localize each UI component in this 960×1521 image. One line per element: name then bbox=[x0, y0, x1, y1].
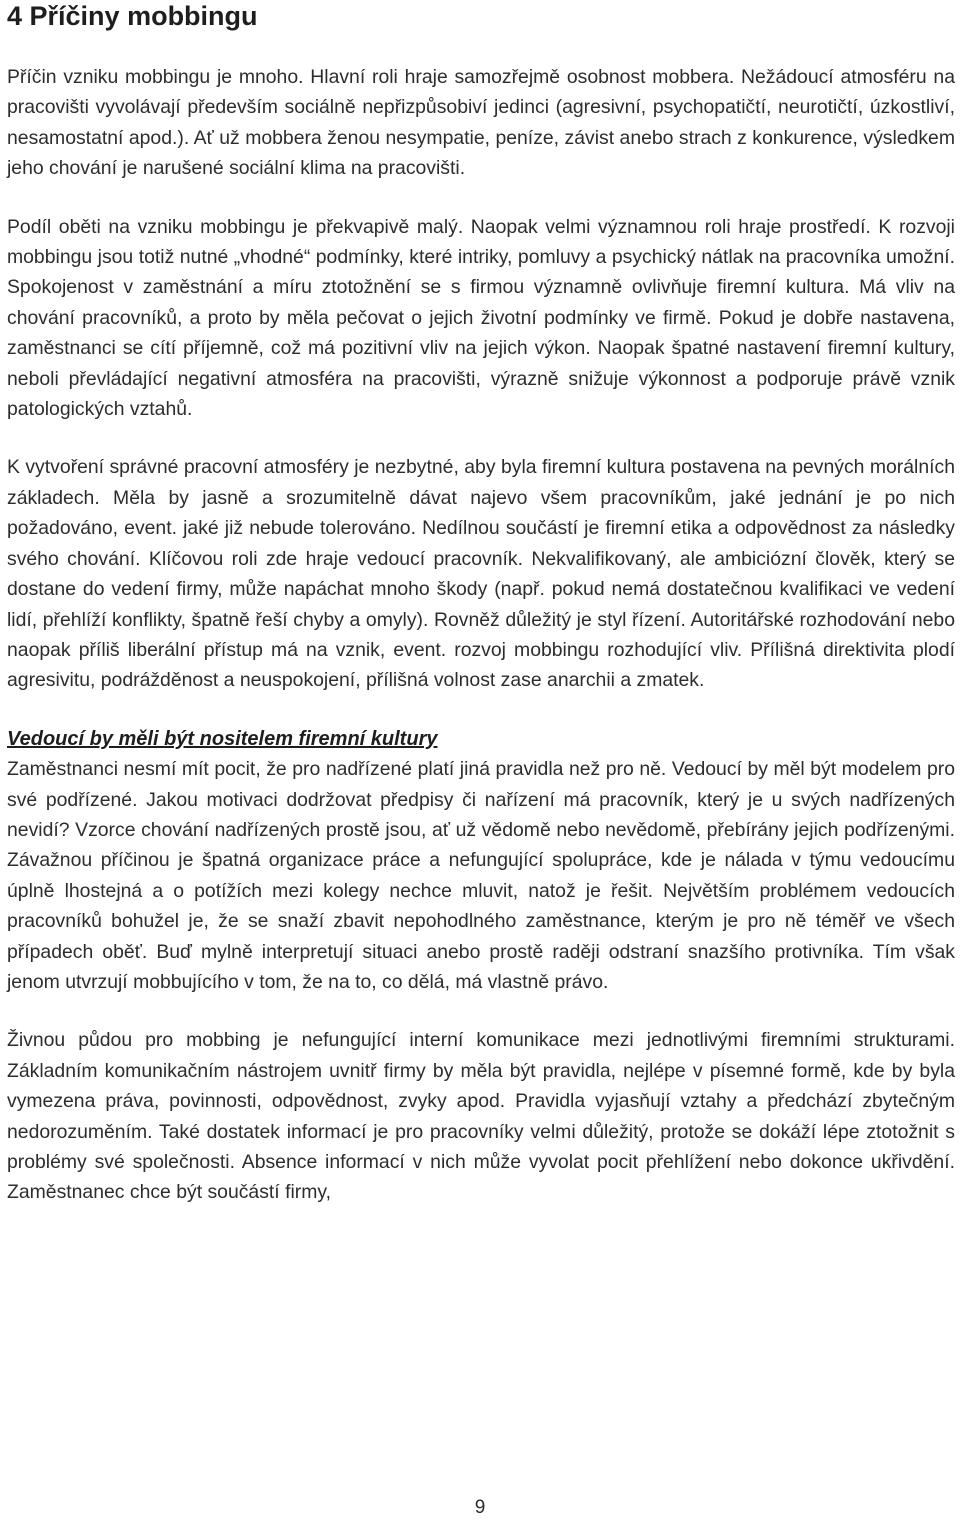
document-page bbox=[7, 0, 955, 1208]
paragraph-causes-intro: Příčin vzniku mobbingu je mnoho. Hlavní roli hraje samozřejmě osobnost mobbera. Nežádoucí atmosféru na pracovišti vyvolávají především sociálně nepřizpůsobiví jedinci (agresivní, psychopatičtí, neurotičtí, úzkostliví, nesamostatní apod.). Ať už mobbera ženou nesympatie, peníze, závist anebo strach z konkurence, výsledkem jeho chování je narušené sociální klima na pracovišti. bbox=[7, 66, 955, 180]
page-number: 9 bbox=[474, 1497, 486, 1518]
paragraph-victim-environment: Podíl oběti na vzniku mobbingu je překvapivě malý. Naopak velmi významnou roli hraje prostředí. K rozvoji mobbingu jsou totiž nutné „vhodné“ podmínky, které intriky, pomluvy a psychický nátlak na pracovníka umožní. Spokojenost v zaměstnání a míru ztotožnění se s firmou významně ovlivňuje firemní kultura. Má vliv na chování pracovníků, a proto by měla pečovat o jejich životní podmínky ve firmě. Pokud je dobře nastavena, zaměstnanci se cítí příjemně, což má pozitivní vliv na jejich výkon. Naopak špatné nastavení firemní kultury, neboli převládající negativní atmosféra na pracovišti, výrazně snižuje výkonnost a podporuje právě vznik patologických vztahů. bbox=[7, 215, 955, 421]
paragraph-leaders-role: Zaměstnanci nesmí mít pocit, že pro nadřízené platí jiná pravidla než pro ně. Vedoucí by měl být modelem pro své podřízené. Jakou motivaci dodržovat předpisy či nařízení má pracovník, který je u svých nadřízených nevidí? Vzorce chování nadřízených prostě jsou, ať už vědomě nebo nevědomě, přebírány jejich podřízenými. Závažnou příčinou je špatná organizace práce a nefungující spolupráce, kde je nálada v týmu vedoucímu úplně lhostejná a o potížích mezi kolegy nechce mluvit, natož je řešit. Největším problémem vedoucích pracovníků bohužel je, že se snaží zbavit nepohodlného zaměstnance, kterým je pro ně téměř ve všech případech oběť. Buď mylně interpretují situaci anebo prostě raději odstraní snazšího protivníka. Tím však jenom utvrzují mobbujícího v tom, že na to, co dělá, má vlastně právo. bbox=[7, 758, 955, 993]
paragraph-internal-communication: Živnou půdou pro mobbing je nefungující interní komunikace mezi jednotlivými firemními strukturami. Základním komunikačním nástrojem uvnitř firmy by měla být pravidla, nejlépe v písemné formě, kde by byla vymezena práva, povinnosti, odpovědnost, zvyky apod. Pravidla vyjasňují vztahy a předchází zbytečným nedorozuměním. Také dostatek informací je pro pracovníky velmi důležitý, protože se dokáží lépe ztotožnit s problémy své společnosti. Absence informací v nich může vyvolat pocit přehlížení nebo dokonce ukřivdění. Zaměstnanec chce být součástí firmy, bbox=[7, 1029, 955, 1204]
chapter-heading: 4 Příčiny mobbingu bbox=[7, 1, 258, 31]
paragraph-work-atmosphere: K vytvoření správné pracovní atmosféry je nezbytné, aby byla firemní kultura postavena na pevných morálních základech. Měla by jasně a srozumitelně dávat najevo všem pracovníkům, jaké jednání je po nich požadováno, event. jaké již nebude tolerováno. Nedílnou součástí je firemní etika a odpovědnost za následky svého chování. Klíčovou roli zde hraje vedoucí pracovník. Nekvalifikovaný, ale ambiciózní člověk, který se dostane do vedení firmy, může napáchat mnoho škody (např. pokud nemá dostatečnou kvalifikaci ve vedení lidí, přehlíží konflikty, špatně řeší chyby a omyly). Rovněž důležitý je styl řízení. Autoritářské rozhodování nebo naopak příliš liberální přístup má na vznik, event. rozvoj mobbingu rozhodující vliv. Přílišná direktivita plodí agresivitu, podrážděnost a neuspokojení, přílišná volnost zase anarchii a zmatek. bbox=[7, 456, 955, 692]
section-subheading: Vedoucí by měli být nositelem firemní kultury bbox=[7, 727, 438, 750]
